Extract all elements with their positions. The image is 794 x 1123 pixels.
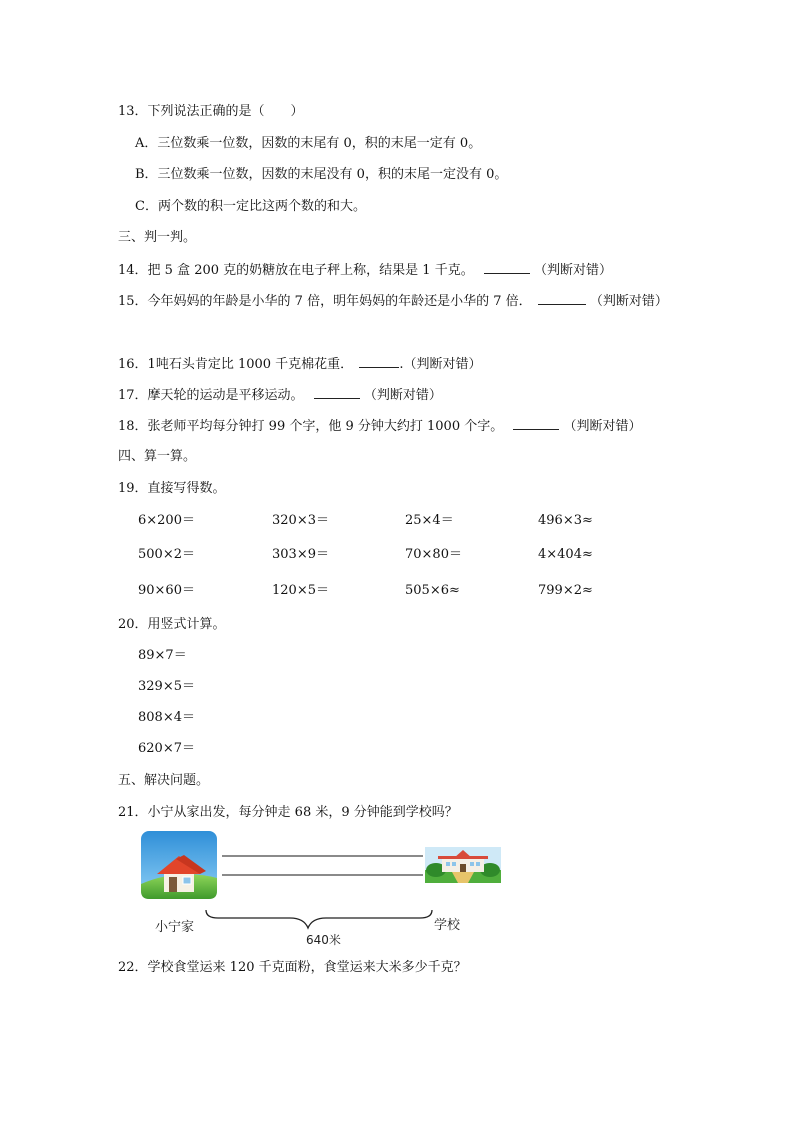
q20-item: 808×4＝ (138, 710, 195, 725)
q15 (118, 292, 668, 310)
distance-brace (206, 910, 432, 928)
q13-option-b: B．三位数乘一位数，因数的末尾没有 0，积的末尾一定没有 0。 (135, 167, 508, 182)
q15-text: 15．今年妈妈的年龄是小华的 7 倍，明年妈妈的年龄还是小华的 7 倍． (118, 294, 532, 309)
q14-text: 14．把 5 盒 200 克的奶糖放在电子秤上称，结果是 1 千克。 (118, 263, 474, 278)
q19-item: 505×6≈ (405, 583, 460, 598)
q19-item: 120×5＝ (272, 583, 329, 598)
q19-item: 500×2＝ (138, 547, 195, 562)
q20-title: 20．用竖式计算。 (118, 617, 226, 632)
q19-item: 799×2≈ (538, 583, 593, 598)
section-heading-calc: 四、算一算。 (118, 449, 197, 464)
q17-answer-blank[interactable] (314, 386, 360, 399)
q14-answer-blank[interactable] (484, 261, 530, 274)
home-house-icon (141, 831, 217, 899)
q19-item: 6×200＝ (138, 513, 195, 528)
q18 (118, 417, 642, 435)
q19-item: 496×3≈ (538, 513, 593, 528)
q19-item: 70×80＝ (405, 547, 462, 562)
q14 (118, 261, 612, 279)
q15-hint: （判断对错） (589, 294, 668, 309)
q21-route-figure (140, 828, 510, 948)
q16 (118, 355, 481, 373)
q22: 22．学校食堂运来 120 千克面粉，食堂运来大米多少千克？ (118, 960, 467, 975)
q19-item: 320×3＝ (272, 513, 329, 528)
q14-hint: （判断对错） (533, 263, 612, 278)
q15-answer-blank[interactable] (538, 292, 586, 305)
q21-title: 21．小宁从家出发，每分钟走 68 米，9 分钟能到学校吗？ (118, 805, 458, 820)
q16-answer-blank[interactable] (359, 355, 399, 368)
q20-item: 89×7＝ (138, 648, 187, 663)
q17 (118, 386, 442, 404)
q17-hint: （判断对错） (363, 388, 442, 403)
q19-item: 25×4＝ (405, 513, 454, 528)
q20-item: 620×7＝ (138, 741, 195, 756)
q18-hint: （判断对错） (563, 419, 642, 434)
q19-title: 19．直接写得数。 (118, 481, 226, 496)
q19-item: 303×9＝ (272, 547, 329, 562)
q13-stem: 13．下列说法正确的是（ ） (118, 104, 304, 119)
q20-item: 329×5＝ (138, 679, 195, 694)
q19-item: 4×404≈ (538, 547, 593, 562)
home-label: 小宁家 (155, 920, 195, 935)
q19-item: 90×60＝ (138, 583, 195, 598)
school-label: 学校 (434, 918, 461, 933)
school-building-icon (425, 847, 501, 883)
q16-hint: .（判断对错） (399, 357, 482, 372)
section-heading-solve: 五、解决问题。 (118, 773, 210, 788)
q16-text: 16．1吨石头肯定比 1000 千克棉花重． (118, 357, 354, 372)
q17-text: 17．摩天轮的运动是平移运动。 (118, 388, 304, 403)
distance-label: 640米 (306, 933, 341, 947)
q13-option-c: C．两个数的积一定比这两个数的和大。 (135, 199, 366, 214)
q18-text: 18．张老师平均每分钟打 99 个字，他 9 分钟大约打 1000 个字。 (118, 419, 504, 434)
section-heading-judge: 三、判一判。 (118, 230, 197, 245)
q18-answer-blank[interactable] (513, 417, 559, 430)
q13-option-a: A．三位数乘一位数，因数的末尾有 0，积的末尾一定有 0。 (135, 136, 482, 151)
